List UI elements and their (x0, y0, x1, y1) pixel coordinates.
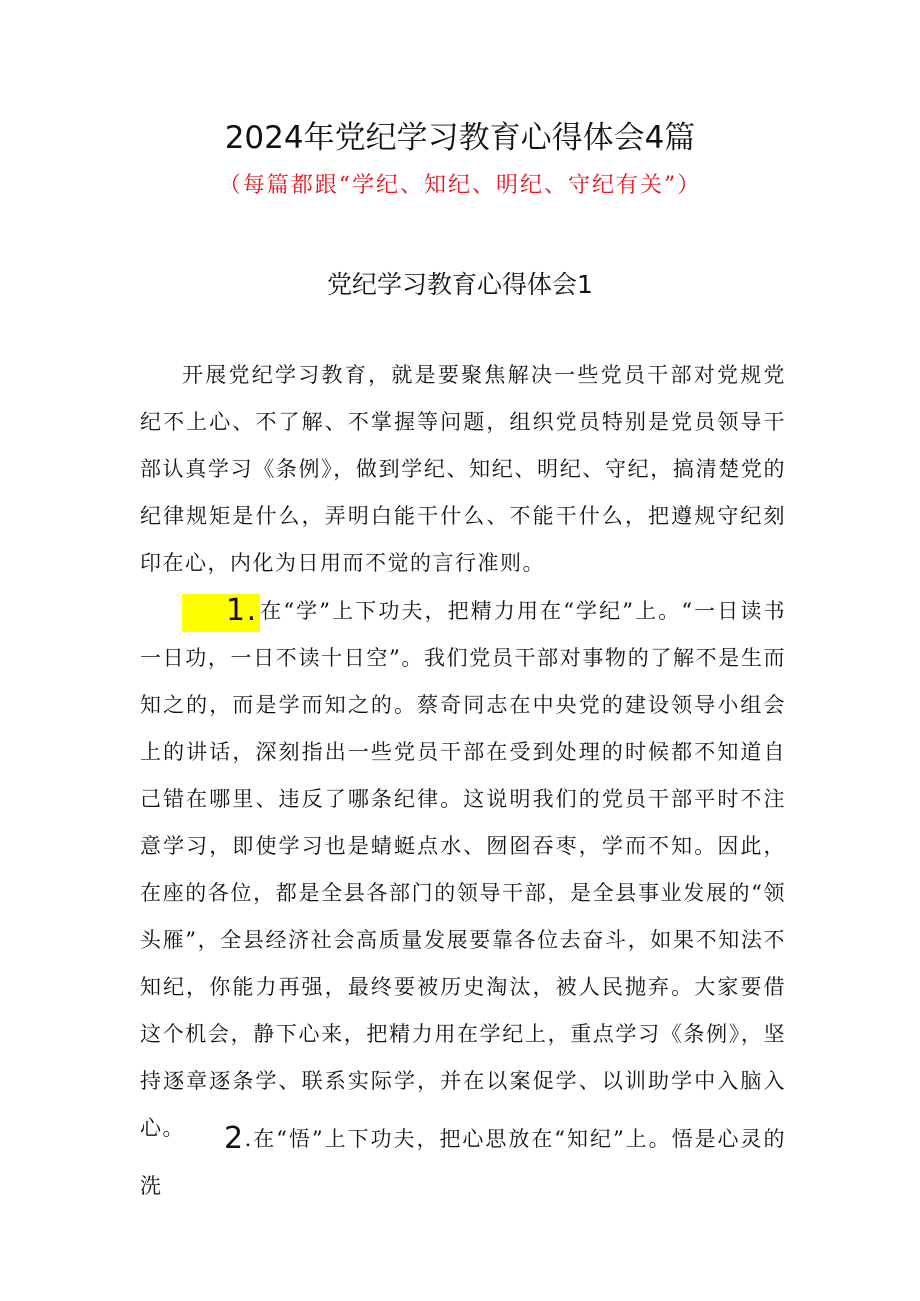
paragraph-intro (140, 352, 786, 587)
section-title: 党纪学习教育心得体会1 (327, 270, 593, 299)
document-subtitle: （每篇都跟“学纪、知纪、明纪、守纪有关”） (218, 173, 702, 198)
paragraph-intro-text: 开展党纪学习教育，就是要聚焦解决一些党员干部对党规党纪不上心、不了解、不掌握等问题，组织党员特别是党员领导干部认真学习《条例》，做到学纪、知纪、明纪、守纪，搞清楚党的纪律规矩是什么，弄明白能干什么、不能干什么，把遵规守纪刻印在心，内化为日用而不觉的言行准则。 (140, 363, 786, 575)
paragraph-point-2-text: .在“悟”上下功夫，把心思放在“知纪”上。悟是心灵的洗 (140, 1127, 786, 1198)
paragraph-point-1 (140, 588, 786, 1156)
paragraph-point-1-text: 在“学”上下功夫，把精力用在“学纪”上。“一日读书一日功，一日不读十日空”。我们党员干部对事物的了解不是生而知之的，而是学而知之的。蔡奇同志在中央党的建设领导小组会上的讲话，深刻指出一些党员干部在受到处理的时候都不知道自己错在哪里、违反了哪条纪律。这说明我们的党员干部平时不注意学习，即使学习也是蜻蜓点水、囫囵吞枣，学而不知。因此，在座的各位，都是全县各部门的领导干部，是全县事业发展的“领头雁”，全县经济社会高质量发展要靠各位去奋斗，如果不知法不知纪，你能力再强，最终要被历史淘汰，被人民抛弃。大家要借这个机会，静下心来，把精力用在学纪上，重点学习《条例》，坚持逐章逐条学、联系实际学，并在以案促学、以训助学中入脑入心。 (140, 599, 786, 1140)
document-title: 2024年党纪学习教育心得体会4篇 (224, 120, 696, 156)
paragraph-point-2 (140, 1116, 786, 1210)
point-number-2: 2 (224, 1121, 245, 1156)
point-number-1: 1. (182, 594, 260, 632)
